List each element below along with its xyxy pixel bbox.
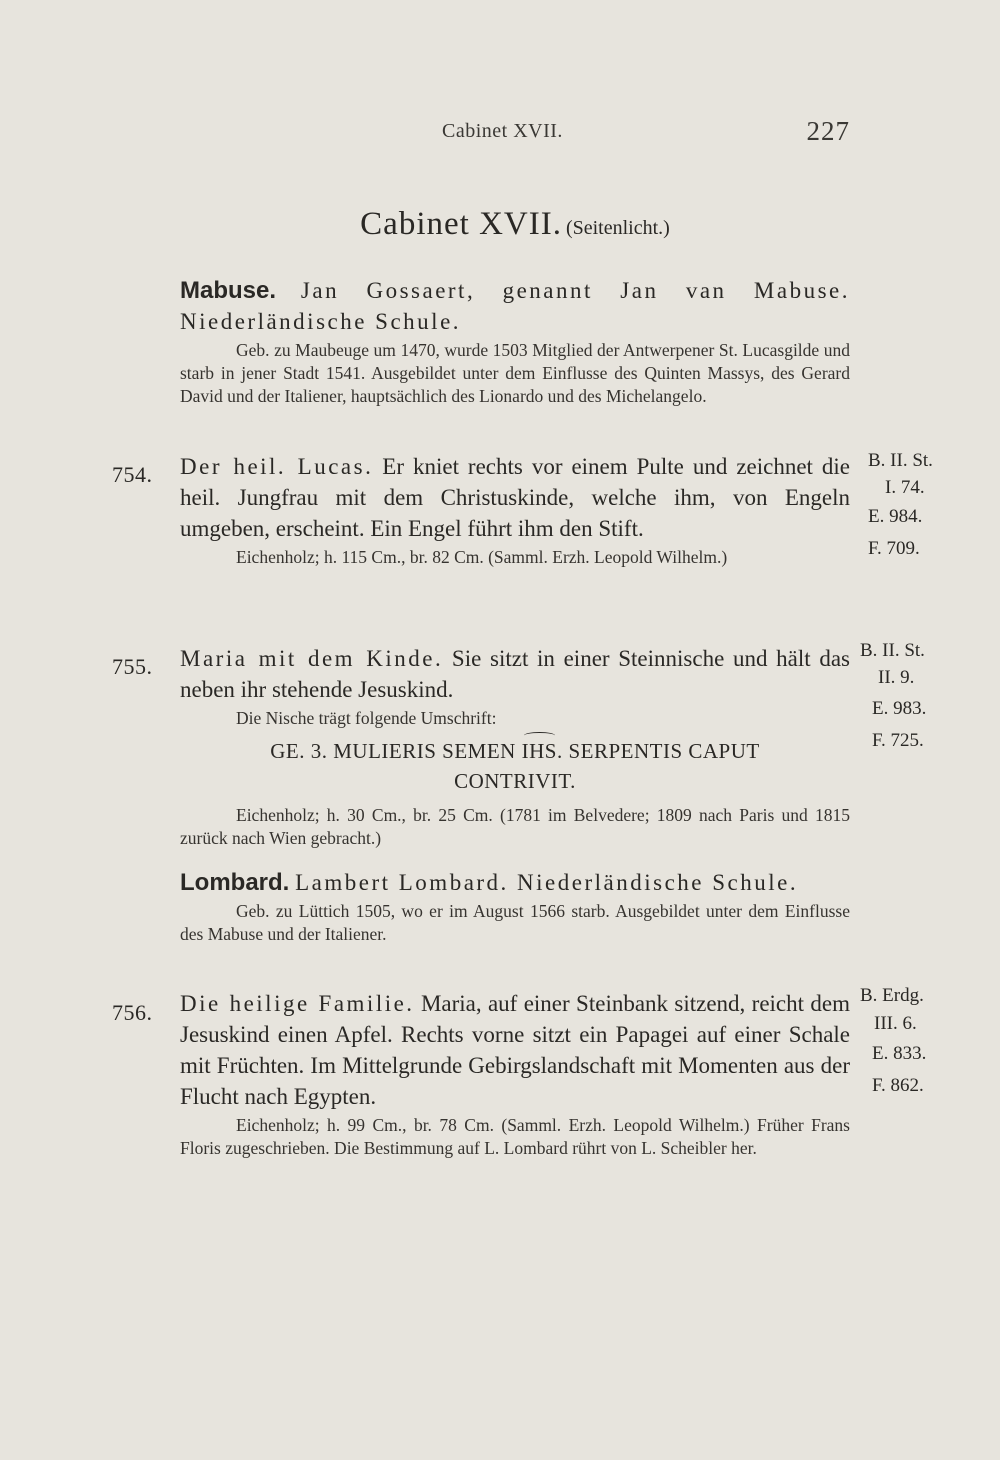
artist-name: Lombard. bbox=[180, 869, 290, 896]
artist-description: Jan Gossaert, genannt Jan van Mabuse. Niederländische Schule. bbox=[180, 278, 850, 334]
entry-note: Eichenholz; h. 30 Cm., br. 25 Cm. (1781 im Belvedere; 1809 nach Paris und 1815 zurück nach Wien gebracht.) bbox=[180, 805, 850, 848]
ref-b: B. II. St. bbox=[860, 640, 925, 661]
entry-number: 754. bbox=[112, 462, 153, 487]
cabinet-heading bbox=[180, 206, 850, 243]
ref-e: E. 833. bbox=[872, 1043, 927, 1064]
entry-note: Eichenholz; h. 115 Cm., br. 82 Cm. (Samml. Erzh. Leopold Wilhelm.) bbox=[236, 547, 728, 567]
entry-note-intro: Die Nische trägt folgende Umschrift: bbox=[236, 708, 497, 728]
ihs-monogram: IHS bbox=[522, 736, 557, 766]
artist-heading-text bbox=[180, 275, 850, 337]
entry-754 bbox=[180, 451, 850, 569]
ref-f: F. 725. bbox=[872, 730, 924, 751]
artist-description: Lambert Lombard. Niederländische Schule. bbox=[295, 870, 799, 895]
ref-f: F. 862. bbox=[872, 1075, 924, 1096]
ref-f: F. 709. bbox=[868, 538, 920, 559]
ref-b: B. Erdg. bbox=[860, 985, 924, 1006]
page-number: 227 bbox=[806, 116, 850, 146]
inscription-part: . SERPENTIS CAPUT bbox=[556, 739, 760, 763]
ref-b-sub: I. 74. bbox=[885, 477, 925, 498]
running-header bbox=[180, 116, 850, 150]
entry-note: Eichenholz; h. 99 Cm., br. 78 Cm. (Samml. Erzh. Leopold Wilhelm.) Früher Frans Floris zugeschrieben. Die Bestimmung auf L. Lombard rührt von L. Scheibler her. bbox=[180, 1115, 850, 1158]
inscription-line-2: CONTRIVIT. bbox=[454, 769, 576, 793]
ref-b: B. II. St. bbox=[868, 450, 933, 471]
artist-lombard bbox=[180, 867, 850, 946]
entry-description: Maria, auf einer Steinbank sitzend, reicht dem Jesuskind einen Apfel. Rechts vorne sitzt ein Papagei auf einer Schale mit Früchten. Im Mittelgrunde Gebirgslandschaft mit Momenten aus der Flucht nach Egypten. bbox=[180, 991, 850, 1109]
entry-755 bbox=[180, 643, 850, 850]
entry-description: Sie sitzt in einer Steinnische und hält das neben ihr stehende Jesuskind. bbox=[180, 646, 851, 702]
entry-number: 756. bbox=[112, 1000, 153, 1025]
entry-title: Maria mit dem Kinde. bbox=[180, 646, 444, 671]
cabinet-title: Cabinet XVII. bbox=[360, 206, 562, 242]
entry-title: Der heil. Lucas. bbox=[180, 454, 374, 479]
artist-bio: Geb. zu Maubeuge um 1470, wurde 1503 Mitglied der Antwerpener St. Lucasgilde und starb in jener Stadt 1541. Ausgebildet unter dem Einflusse des Quinten Massys, des Gerard David und der Italiener, hauptsächlich des Lionardo und des Michelangelo. bbox=[180, 340, 850, 406]
entry-title: Die heilige Familie. bbox=[180, 991, 415, 1016]
entry-description: Er kniet rechts vor einem Pulte und zeichnet die heil. Jungfrau mit dem Christuskinde, welche ihm, von Engeln umgeben, erscheint. Ein Engel führt ihm den Stift. bbox=[180, 454, 850, 541]
entry-756 bbox=[180, 988, 850, 1160]
running-header-title: Cabinet XVII. bbox=[442, 120, 563, 142]
artist-name: Mabuse. bbox=[180, 277, 277, 304]
artist-bio: Geb. zu Lüttich 1505, wo er im August 1566 starb. Ausgebildet unter dem Einflusse des Mabuse und der Italiener. bbox=[180, 901, 850, 944]
entry-text-block bbox=[180, 988, 850, 1112]
artist-mabuse bbox=[180, 275, 850, 408]
cabinet-subtitle: (Seitenlicht.) bbox=[565, 217, 670, 239]
inscription-part: GE. 3. MULIERIS SEMEN bbox=[270, 739, 522, 763]
entry-text-block bbox=[180, 643, 850, 705]
ref-b-sub: III. 6. bbox=[874, 1013, 917, 1034]
entry-text-block bbox=[180, 451, 850, 544]
entry-number: 755. bbox=[112, 654, 153, 679]
ref-e: E. 984. bbox=[868, 506, 923, 527]
ref-e: E. 983. bbox=[872, 698, 927, 719]
inscription bbox=[180, 736, 850, 796]
ref-b-sub: II. 9. bbox=[878, 667, 915, 688]
artist-heading-text bbox=[180, 867, 850, 898]
